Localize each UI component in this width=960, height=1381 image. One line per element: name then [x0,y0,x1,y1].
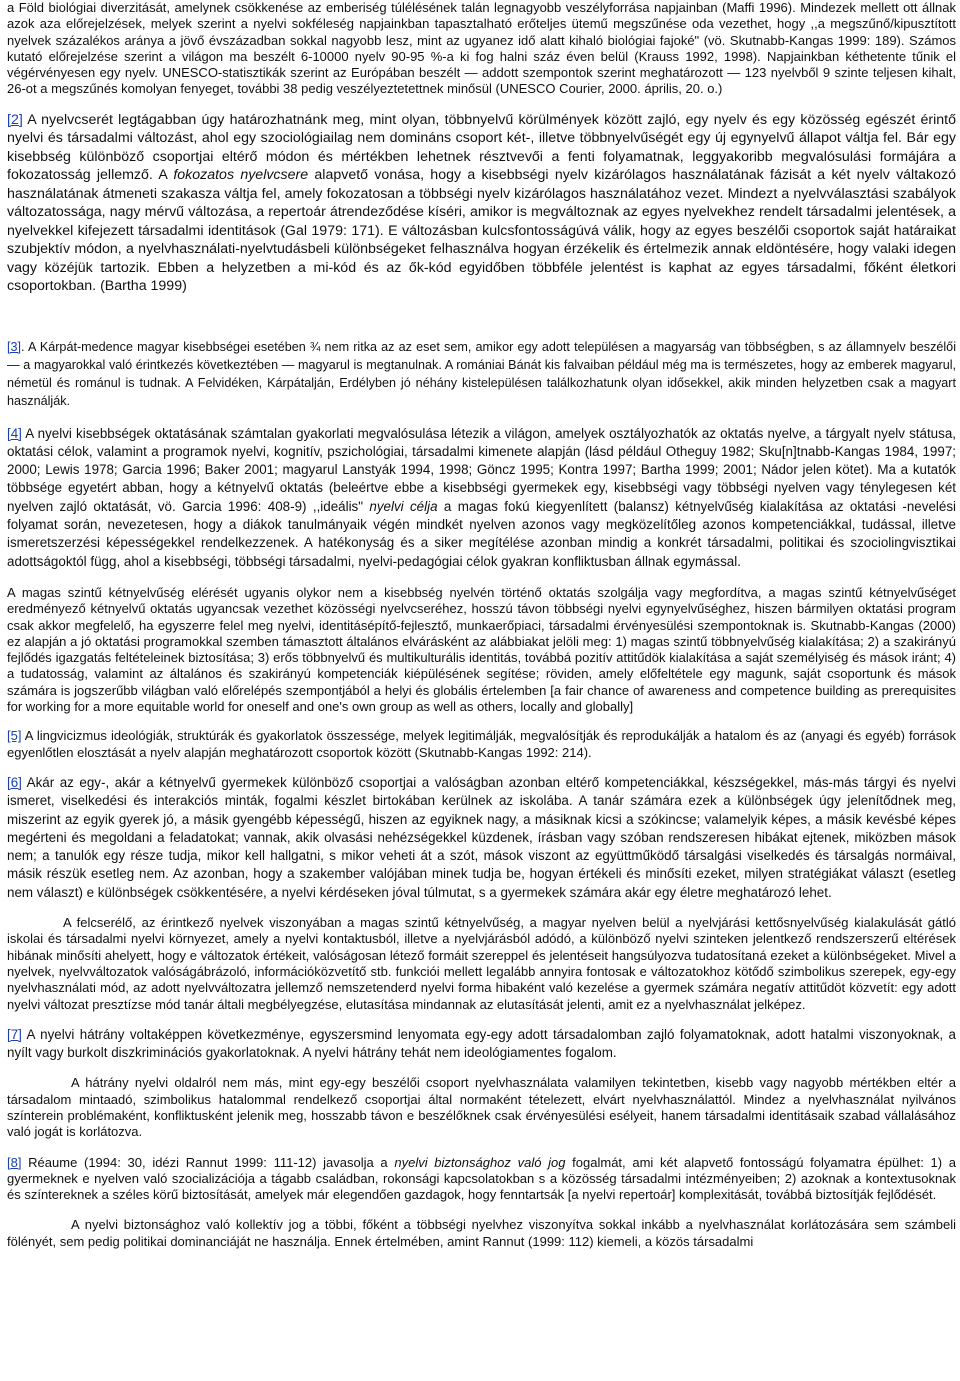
footnote-7 [7,1026,956,1063]
footnote-8 [7,1155,956,1204]
paragraph-language-contact [7,915,956,1013]
footnote-4 [7,425,956,571]
footnote-3-text: . A Kárpát-medence magyar kisebbségei esetében ¾ nem ritka az az eset sem, amikor egy adott településen a magyarság van többségben, s az államnyelv beszélői — a magyarokkal való érintkezés következtében — magyarul is megtanulnak. A romániai Bánát kis falvaiban például még ma is természetes, hogy az emberek magyarul, németül és románul is tudnak. A Felvidéken, Kárpátalján, Erdélyben jó néhány kistelepülésen találkozhatunk olyan idősekkel, akik minden helyzetben csak a magyart használják. [7,339,956,409]
footnote-4-text-cont: a magas fokú kiegyenlített (balansz) kétnyelvűség kialakítása az oktatási -nevelési folyamat során, nevezetesen, hogy a diákok tanulmányaik végén mindkét nyelven azonos vagy megközelítőleg azonos kompetenciákkal, tudással, illetve ismeretszerzési képességekkel rendelkezzenek. A hatékonyság és a siker megítélése azonban mindig a konkrét társadalmi, politikai és szociolingvisztikai adottságoktól függ, ahol a kisebbségi, többségi társadalmi, nyelvi-pedagógiai célok gyakran konfliktusban állnak egymással. [7,498,956,569]
footnote-8-italic: nyelvi biztonsághoz való jog [394,1154,566,1170]
document-page [7,0,956,1250]
paragraph-disadvantage [7,1075,956,1140]
footnote-8-text-cont: fogalmát, ami két alapvető fontosságú folyamatra épülhet: 1) a gyermeknek e nyelven való szocializációja a tágabb családban, rokonsági kapcsolatokban s a közösség társadalmi intézményeiben; 2) azoknak a kontextusoknak és színtereknek a széles körű biztosítását, amelyek már elegendően gazdagok, hogy fenntartsák [a nyelvi repertoár] komplexitását, továbbá biztosítják fejlődését. [7,1154,956,1203]
footnote-6-link[interactable]: [6] [7,774,22,790]
paragraph-language-security-text: A nyelvi biztonsághoz való kollektív jog a többi, főként a többségi nyelvhez viszonyítva sokkal inkább a nyelvhasználat korlátozására sem számbeli fölényét, sem pedig politikai dominanciáját ne használja. Ennek értelmében, amint Rannut (1999: 112) kiemeli, a közös társadalmi [7,1217,956,1249]
footnote-2-italic: fokozatos nyelvcsere [173,167,309,184]
paragraph-bilingualism: A magas szintű kétnyelvűség elérését ugyanis olykor nem a kisebbség nyelvén történő oktatás szolgálja vagy megfordítva, a magas szintű kétnyelvűséget eredményező kétnyelvű oktatás ugyancsak vezethet közösségi nyelvcseréhez, hosszú távon többségi nyelvi egynyelvűséghez, hiszen bármilyen oktatási program csak akkor megfelelő, ha egyszerre felel meg nyelvi, identitásépítő-fejlesztő, munkaerőpiaci, társadalmi érvényesülési szempontoknak is. Skutnabb-Kangas (2000) ez alapján a jó oktatási programokkal szemben támasztott általános elvárásként az alábbiakat jelöli meg: 1) magas szintű többnyelvűség kialakítása; 2) a szakirányú fejlődés igazgatás feltételeinek biztosítása; 3) erős többnyelvű és multikulturális identitás, továbbá pozitív attitűdök kialakítása a saját személyiség és mások iránt; 4) a tudatosság, valamint az általános és szakirányú kompetenciák kiépülésének segítése; röviden, amely előfeltétele egy magunk, saját csoportunk és mások számára is jogszerűbb világban való előrelépés szempontjából a helyi és globális értelemben [a fair chance of awareness and competence building as prerequisites for working for a more equitable world for oneself and one's own group as well as others, locally and globally] [7,584,956,715]
footnote-5-text: A lingvicizmus ideológiák, struktúrák és gyakorlatok összessége, melyek legitimálják, megvalósítják és reprodukálják a hatalom és az (anyagi és egyéb) források egyenlőtlen elosztását a nyelv alapján meghatározott csoportok között (Skutnabb-Kangas 1992: 214). [7,728,956,760]
footnote-2-text: A nyelvcserét legtágabban úgy határozhatnánk meg, mint olyan, többnyelvű körülmények között zajló, egy nyelv és egy közösség egészét érintő nyelvi és társadalmi változást, ahol egy szociológiailag nem domináns csoport két-, illetve többnyelvűségét egy új egynyelvű állapot váltja fel. Bár egy kisebbség különböző csoportjai eltérő módon és mértékben lehetnek résztvevői a fenti folyamatnak, leggyakoribb megvalósulási formájára a fokozatosság jellemző. A [7,111,956,184]
paragraph-language-security [7,1217,956,1250]
footnote-3-link[interactable]: [3] [7,339,22,354]
footnote-5-link[interactable]: [5] [7,728,22,744]
footnote-7-link[interactable]: [7] [7,1026,22,1042]
footnote-5 [7,728,956,761]
footnote-6-text: Akár az egy-, akár a kétnyelvű gyermekek különböző csoportjai a valóságban azonban eltérő kompetenciákkal, készségekkel, más-más tárgyi és nyelvi ismeret, viselkedési és interakciós minták, fogalmi készlet birtokában kerülnek az iskolába. A tanár számára ezek a különbségek úgy jelenítődnek meg, miszerint az egyik gyerek jó, a másik gyengébb képességű, hiszen az egyiknek nagy, a másiknak kicsi a szókincse; valamelyik képes, a másik kevésbé képes megérteni és megoldani a feladatokat; vannak, akik olvasási nehézségekkel küzdenek, írásban vagy szóban rendszeresen hibákat ejtenek, miközben mások nem; a tanulók egy része tudja, mikor kell hallgatni, s mikor veheti át a szót, mások viszont az együttműködő társalgási viselkedés és társalgás normáival, másik részük esetleg nem. Az azonban, hogy a szakember valójában minek tudja be, hogyan értékeli és minősíti ezeket, milyen stratégiákat választ (esetleg nem választ) e különbségek csökkentésére, a nyelvi kérdéseken jóval túlmutat, s a gyermekek számára akár egy életre meghatározó lehet. [7,774,956,900]
footnote-2 [7,111,956,296]
paragraph-language-contact-text: A felcserélő, az érintkező nyelvek viszonyában a magas szintű kétnyelvűség, a magyar nyelven belül a nyelvjárási kettősnyelvűség kialakulását gátló iskolai és társadalmi nyelvi környezet, amely a nyelvi kontaktusból, illetve a nyelvjárásból adódó, a különböző nyelvi szinteken jelentkező rendszerszerű eltérések hibának minősíti ahelyett, hogy e változatok értékeit, valóságosan létező formáit szereppel és jelentéseit hangsúlyozva tudatosítaná ezeket a különbségeket. Mivel a nyelvek, nyelvváltozatok valóságábrázoló, információközvetítő stb. funkciói mellett legalább annyira fontosak e változatokhoz kötődő szimbolikus szerepek, egy-egy nyelvhasználati mód, az adott nyelvváltozatra jellemző nemszetenderd nyelvi forma hibaként való kezelése a gyermek számára negatív attitűdöt közvetít: egy adott nyelvi változat presztízse mód tanár általi megbélyegzése, elutasítása mindannak az elutasítását jelenti, amit ez a nyelvhasználat jelképez. [7,915,956,1012]
footnote-8-text: Réaume (1994: 30, idézi Rannut 1999: 111-12) javasolja a [21,1154,395,1170]
paragraph-biodiversity: a Föld biológiai diverzitását, amelynek csökkenése az emberiség túlélésének talán legnagyobb veszélyforrása napjainban (Maffi 1996). Mindezek mellett ott állnak azok aza előrejelzések, melyek szerint a nyelvi sokféleség napjainkban tapasztalható erőteljes ütemű megszűnése oda vezethet, hogy ,,a megszűnő/kipusztított nyelvek százalékos aránya a jövő évszázadban sokkal nagyobb lesz, mint az ugyanez idő alatt kihaló biológiai fajoké" (vö. Skutnabb-Kangas 1999: 189). Számos kutató előrejelzése szerint a világon ma beszélt 6-10000 nyelv 90-95 %-a ki fog halni száz éven belül (Krauss 1992, 1998). Napjainkban kéthetente tűnik el végérvényesen egy nyelv. UNESCO-statisztikák szerint az Európában beszélt — addott szempontok szerint meghatározott — 123 nyelvből 9 szinte teljesen kihalt, 26-ot a megszűnés komolyan fenyeget, további 38 pedig veszélyeztetettnek minősül (UNESCO Courier, 2000. április, 20. o.) [7,0,956,97]
footnote-2-text-cont: alapvető vonása, hogy a kisebbségi nyelv kizárólagos használatának fázisát a két nyelv váltakozó használatának átmeneti szakasza váltja fel, amely fokozatosan a többségi nyelv kizárólagos használatához vezet. Mindezt a nyelvválasztási szabályok változatossága, nagy mérvű változása, a repertoár átrendeződése kíséri, amikor is megváltoznak az egyes nyelvekhez rendelt társadalmi jelentések, a nyelvekkel kifejezett társadalmi identitások (Gal 1979: 171). E változásban kulcsfontosságúvá válik, hogy az egyes beszélői csoportok saját határaikat szubjektív módon, a nyelvhasználati-nyelvtudásbeli különbségeket felhasználva hogyan érzékelik és értelmezik annak eldöntésére, hogy valaki idegen vagy közéjük tartozik. Ebben a helyzetben a mi-kód és az ők-kód egyidőben többféle jelentést is kaphat az egyes társadalmi, főként életkori csoportokban. (Bartha 1999) [7,167,957,295]
footnote-4-text: A nyelvi kisebbségek oktatásának számtalan gyakorlati megvalósulása létezik a világon, amelyek osztályozhatók az oktatás nyelve, a tárgyalt nyelv státusa, oktatási célok, valamint a programok nyelvi, kognitív, pszichológiai, társadalmi kimenete alapján (lásd például Otheguy 1982; Sku[n]tnabb-Kangas 1984, 1997; 2000; Lewis 1978; Garcia 1996; Baker 2001; magyarul Lanstyák 1994, 1998; Göncz 1995; Kontra 1997; Bartha 1999; 2001; Nádor jelen kötet). Ma a kutatók többsége egyetért abban, hogy a kétnyelvű oktatás (beleértve ebbe a kisebbségi gyermekek egy, kisebbségi vagy többségi nyelven vagy ténylegesen két nyelven zajló oktatását, vö. Garcia 1996: 408-9) ,,ideális" [7,425,956,514]
footnote-4-italic: nyelvi célja [369,498,438,514]
footnote-2-link[interactable]: [2] [7,111,23,128]
footnote-8-link[interactable]: [8] [7,1154,22,1170]
footnote-3 [7,338,956,411]
paragraph-disadvantage-text: A hátrány nyelvi oldalról nem más, mint egy-egy beszélői csoport nyelvhasználata valamilyen tekintetben, kisebb vagy nagyobb mértékben eltér a társadalom mintaadó, szimbolikus hatalommal rendelkező csoportjai által normaként tételezett, elvárt nyelvhasználattól. Mindez a nyelvhasználat nyilvános színterein problémaként, konfliktusként jelenik meg, hosszabb távon e beszélőknek csak érvényesülési esélyeit, hanem társadalmi identitásaik szabad vállalásához való jogát is korlátozva. [7,1075,956,1140]
footnote-7-text: A nyelvi hátrány voltaképpen következménye, egyszersmind lenyomata egy-egy adott társadalomban zajló folyamatoknak, adott hatalmi viszonyoknak, a nyílt vagy burkolt diszkriminációs gyakorlatoknak. A nyelvi hátrány tehát nem ideológiamentes fogalom. [7,1026,956,1061]
footnote-6 [7,774,956,902]
footnote-4-link[interactable]: [4] [7,425,22,441]
